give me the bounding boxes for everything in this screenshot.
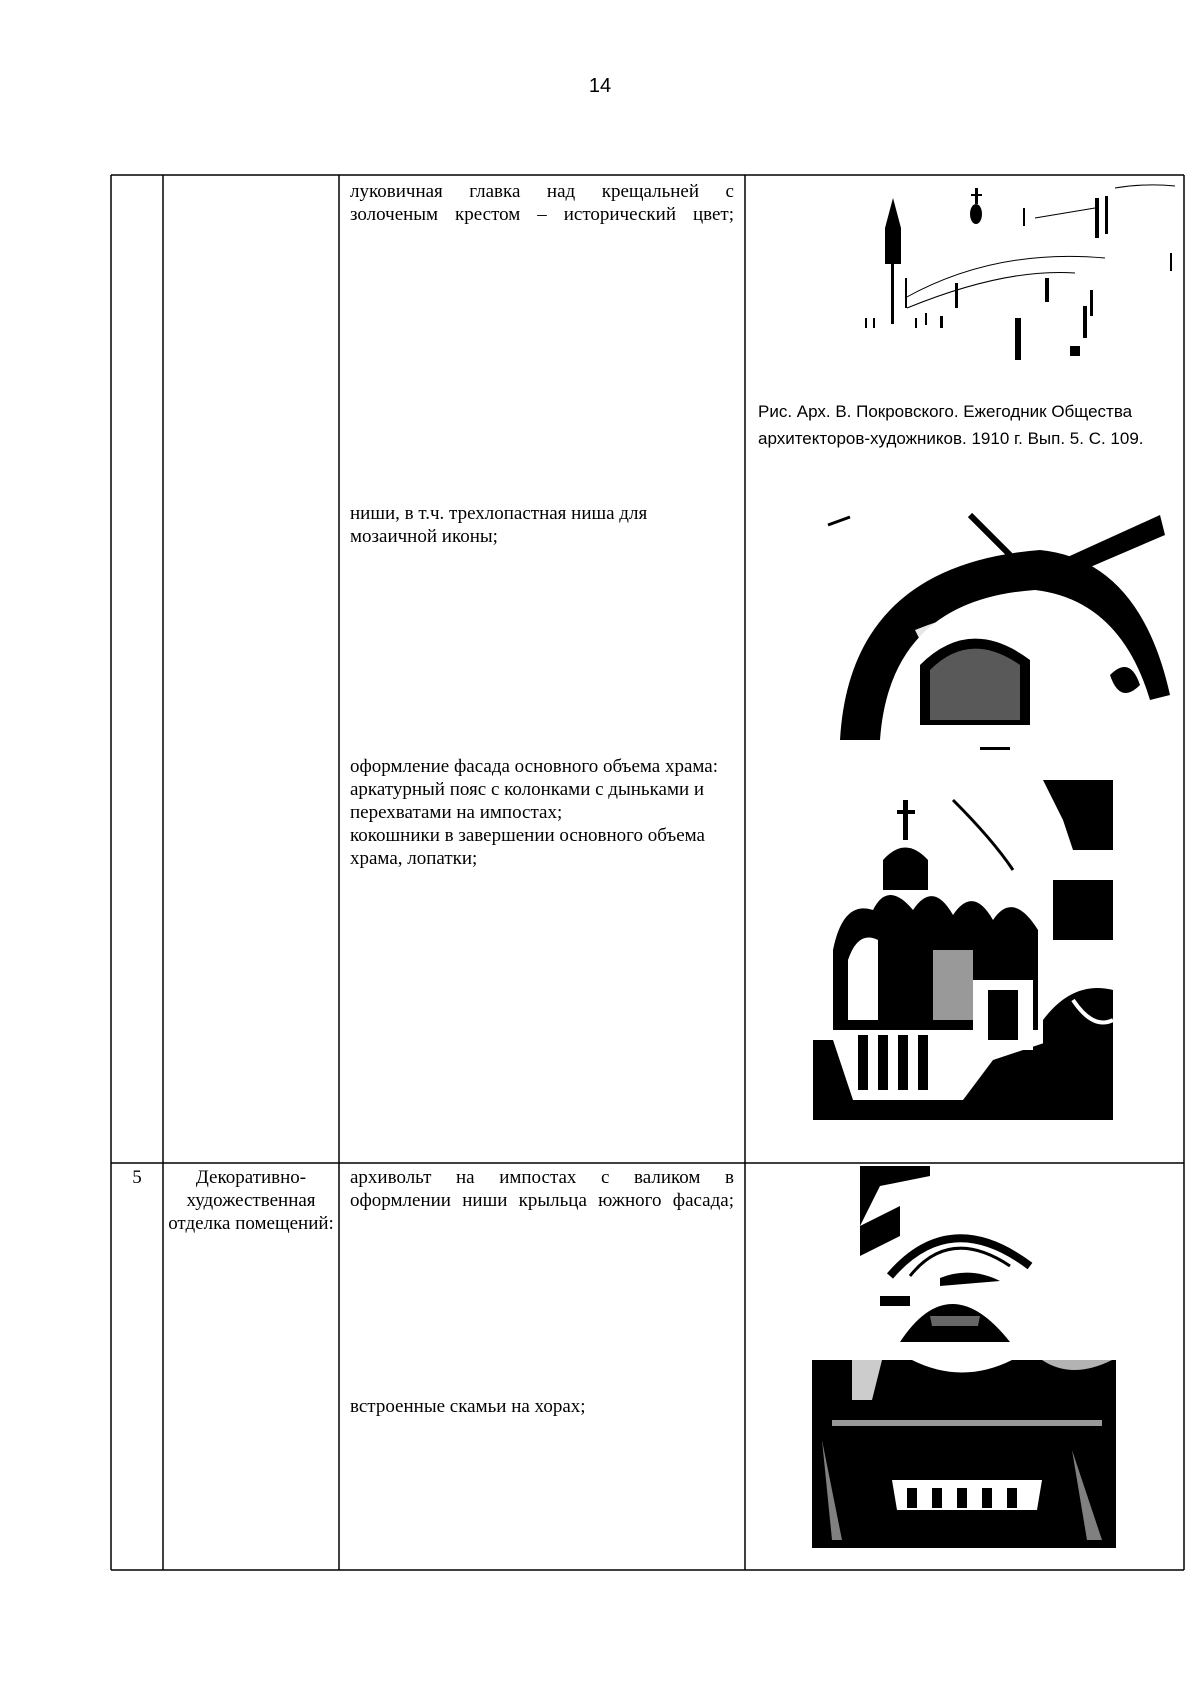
- row-number: 5: [132, 1167, 142, 1188]
- photo-church-drawing: [845, 178, 1185, 360]
- item-niches: ниши, в т.ч. трехлопастная ниша для мозаичной иконы;: [350, 503, 648, 547]
- figure-caption: Рис. Арх. В. Покровского. Ежегодник Общества архитекторов-художников. 1910 г. Вып. 5. С. 109.: [758, 402, 1144, 448]
- item-built-in-benches: встроенные скамьи на хорах;: [350, 1396, 586, 1417]
- item-archivolt: архивольт на импостах с валиком в оформлении ниши крыльца южного фасада;: [350, 1167, 734, 1211]
- photo-choir-benches: [812, 1360, 1116, 1548]
- item-facade-decoration: оформление фасада основного объема храма: аркатурный пояс с колонками с дыньками и перехватами на импостах; кокошники в завершении основного объема храма, лопатки;: [350, 756, 719, 869]
- item-onion-dome: луковичная главка над крещальней с золоченым крестом – исторический цвет;: [350, 181, 734, 225]
- photo-trefoil-niche: [820, 505, 1172, 755]
- row-title: Декоративно-художественная отделка помещений:: [168, 1167, 334, 1234]
- photo-archivolt-niche: [860, 1166, 1052, 1342]
- photo-church-facade: [813, 780, 1113, 1120]
- page-number: 14: [588, 75, 612, 97]
